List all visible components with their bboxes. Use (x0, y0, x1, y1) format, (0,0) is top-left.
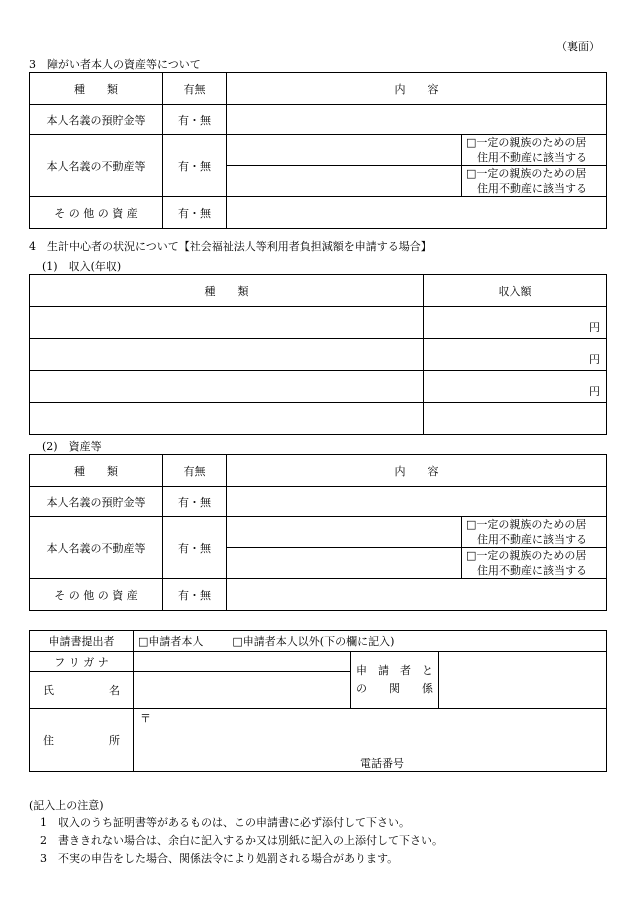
income-kind-field-1[interactable] (30, 307, 424, 339)
yen-unit: 円 (589, 385, 600, 398)
section-3-assets-table (29, 72, 607, 229)
content-field-realestate-1[interactable] (227, 135, 462, 166)
relation-label-line2: の 関 係 (356, 682, 433, 695)
income-amount-field-1[interactable] (424, 307, 607, 339)
note-item-1: 1 収入のうち証明書等があるものは、この申請書に必ず添付して下さい。 (40, 816, 410, 829)
income-subtitle: (1) 収入(年収) (42, 260, 122, 273)
submitter-option-self[interactable]: □申請者本人 (138, 635, 204, 648)
address-field[interactable] (134, 709, 607, 772)
row-kind-realestate: 本人名義の不動産等 (30, 135, 163, 197)
content-field-other[interactable] (227, 197, 607, 229)
postal-mark: 〒 (140, 712, 151, 725)
income-kind-field-2[interactable] (30, 339, 424, 371)
content-field-realestate-2[interactable] (227, 548, 462, 579)
address-label: 住 所 (30, 709, 134, 772)
submitter-label: 申請書提出者 (30, 631, 134, 652)
col-header-kind: 種 類 (30, 455, 163, 487)
row-yn-realestate[interactable]: 有・無 (163, 135, 227, 197)
name-field[interactable] (134, 672, 351, 709)
note-item-3: 3 不実の申告をした場合、関係法令により処罰される場合があります。 (40, 852, 399, 865)
relation-label (351, 652, 439, 709)
income-kind-field-4[interactable] (30, 403, 424, 435)
residence-check-line1: □一定の親族のための居 (466, 167, 587, 180)
residence-check-line2: 住用不動産に該当する (477, 151, 587, 164)
residence-checkbox-1[interactable] (462, 135, 607, 166)
residence-check-line2: 住用不動産に該当する (477, 533, 587, 546)
income-amount-field-4[interactable] (424, 403, 607, 435)
furigana-label: フ リ ガ ナ (30, 652, 134, 672)
relation-field[interactable] (439, 652, 607, 709)
income-kind-field-3[interactable] (30, 371, 424, 403)
col-header-content: 内 容 (227, 455, 607, 487)
assets-subtitle: (2) 資産等 (42, 440, 102, 453)
note-item-2: 2 書ききれない場合は、余白に記入するか又は別紙に記入の上添付して下さい。 (40, 834, 443, 847)
name-label: 氏 名 (30, 672, 134, 709)
income-header-kind: 種 類 (30, 275, 424, 307)
residence-check-line2: 住用不動産に該当する (477, 564, 587, 577)
row-kind-savings: 本人名義の預貯金等 (30, 487, 163, 517)
row-yn-savings[interactable]: 有・無 (163, 105, 227, 135)
notes-title: (記入上の注意) (29, 799, 104, 812)
residence-check-line1: □一定の親族のための居 (466, 136, 587, 149)
row-yn-realestate[interactable]: 有・無 (163, 517, 227, 579)
content-field-savings[interactable] (227, 487, 607, 517)
content-field-savings[interactable] (227, 105, 607, 135)
row-kind-realestate: 本人名義の不動産等 (30, 517, 163, 579)
row-kind-savings: 本人名義の預貯金等 (30, 105, 163, 135)
applicant-table (29, 630, 607, 772)
income-header-amount: 収入額 (424, 275, 607, 307)
col-header-yn: 有無 (163, 73, 227, 105)
residence-checkbox-1[interactable] (462, 517, 607, 548)
yen-unit: 円 (589, 353, 600, 366)
residence-checkbox-2[interactable] (462, 548, 607, 579)
col-header-yn: 有無 (163, 455, 227, 487)
submitter-options (134, 631, 607, 652)
submitter-option-other[interactable]: □申請者本人以外(下の欄に記入) (232, 635, 395, 648)
section-4-title: 4 生計中心者の状況について【社会福祉法人等利用者負担減額を申請する場合】 (29, 240, 432, 253)
col-header-kind: 種 類 (30, 73, 163, 105)
phone-label: 電話番号 (360, 757, 404, 770)
section-4-assets-table (29, 454, 607, 611)
row-yn-savings[interactable]: 有・無 (163, 487, 227, 517)
yen-unit: 円 (589, 321, 600, 334)
content-field-other[interactable] (227, 579, 607, 611)
residence-check-line1: □一定の親族のための居 (466, 549, 587, 562)
income-table (29, 274, 607, 435)
content-field-realestate-1[interactable] (227, 517, 462, 548)
furigana-field[interactable] (134, 652, 351, 672)
row-kind-other: そ の 他 の 資 産 (30, 197, 163, 229)
residence-check-line1: □一定の親族のための居 (466, 518, 587, 531)
residence-checkbox-2[interactable] (462, 166, 607, 197)
row-yn-other[interactable]: 有・無 (163, 579, 227, 611)
page-side-label: （裏面） (556, 40, 600, 53)
col-header-content: 内 容 (227, 73, 607, 105)
row-yn-other[interactable]: 有・無 (163, 197, 227, 229)
row-kind-other: そ の 他 の 資 産 (30, 579, 163, 611)
section-3-title: 3 障がい者本人の資産等について (29, 58, 201, 71)
content-field-realestate-2[interactable] (227, 166, 462, 197)
relation-label-line1: 申 請 者 と (356, 664, 433, 677)
income-amount-field-3[interactable] (424, 371, 607, 403)
residence-check-line2: 住用不動産に該当する (477, 182, 587, 195)
income-amount-field-2[interactable] (424, 339, 607, 371)
